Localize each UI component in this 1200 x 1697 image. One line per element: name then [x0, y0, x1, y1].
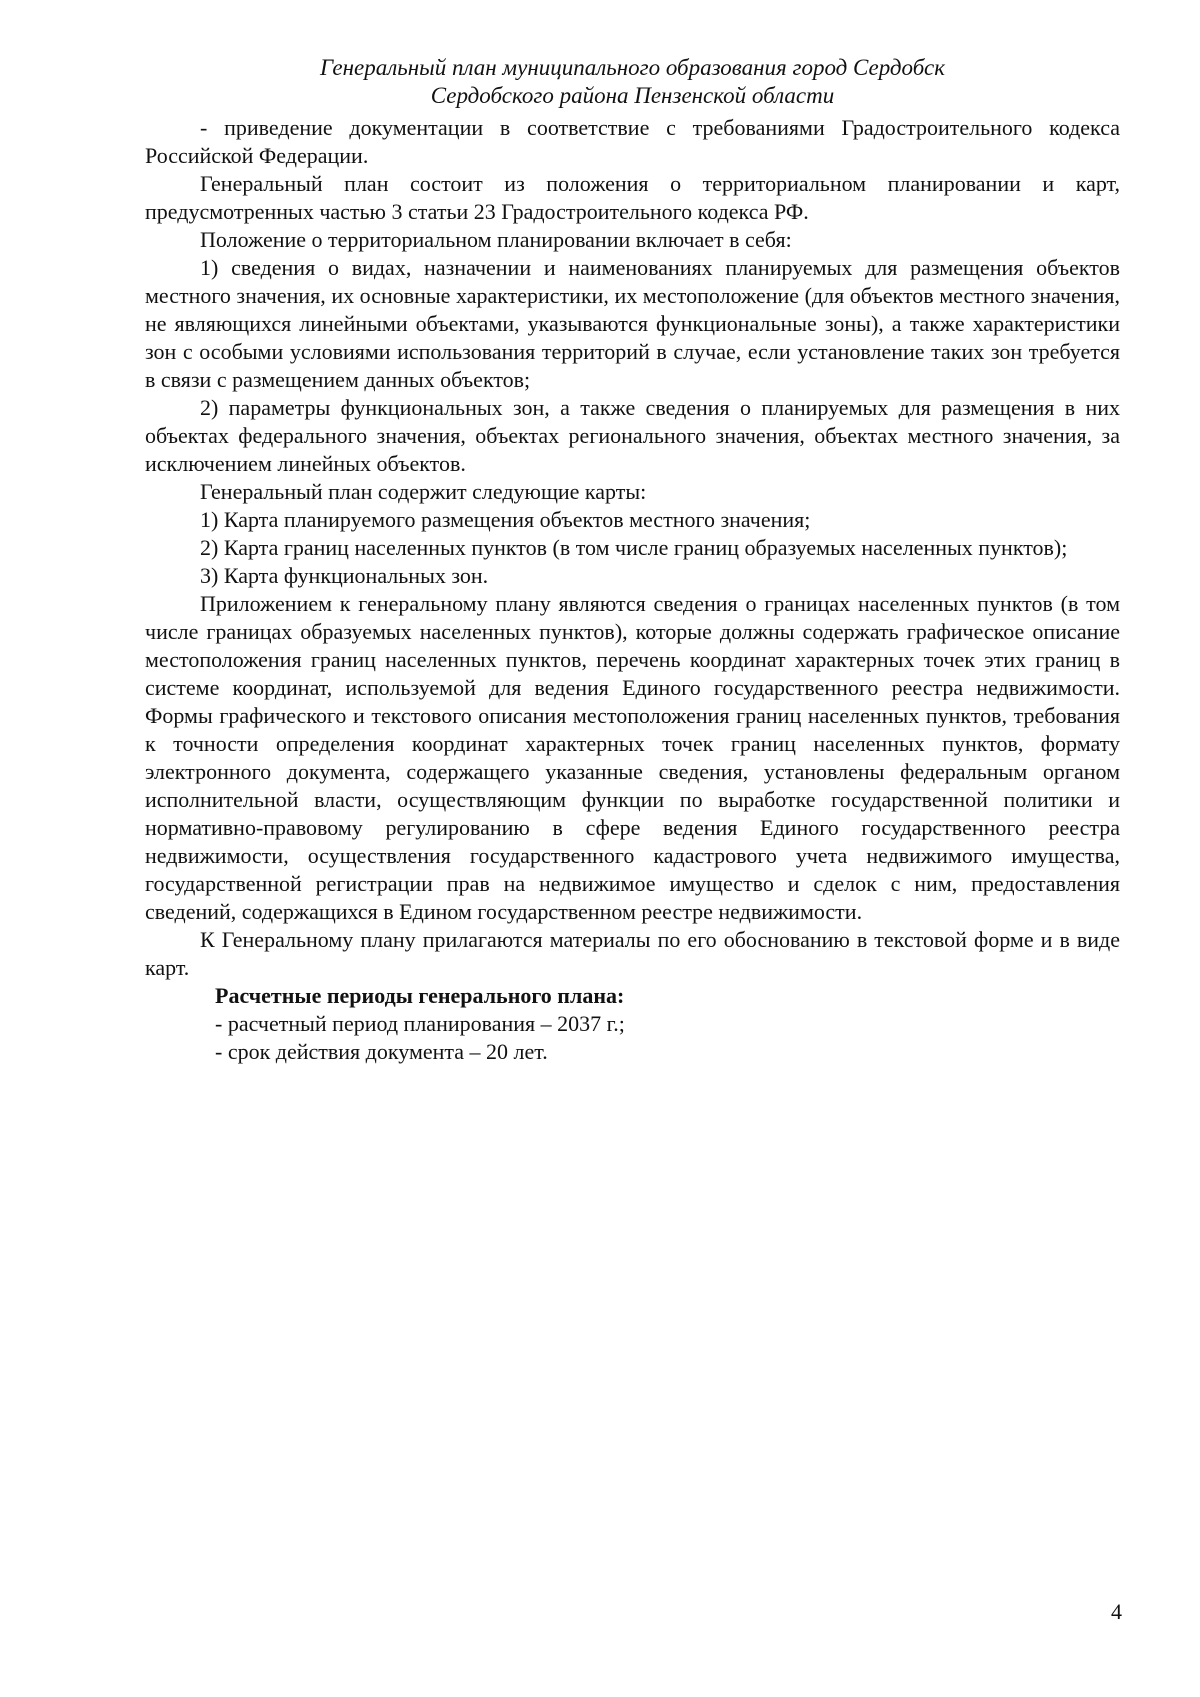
paragraph-map-item-2: 2) Карта границ населенных пунктов (в том числе границ образуемых населенных пунктов); — [200, 535, 1068, 560]
header-line-1: Генеральный план муниципального образования город Сердобск — [320, 55, 945, 80]
paragraph-maps-intro: Генеральный план содержит следующие карты: — [200, 479, 647, 504]
header-line-2: Сердобского района Пензенской области — [430, 83, 835, 108]
paragraph-map-item-1: 1) Карта планируемого размещения объектов местного значения; — [200, 507, 811, 532]
paragraph-composition: Генеральный план состоит из положения о территориальном планировании и карт, предусмотренных частью 3 статьи 23 Градостроительного кодекса РФ. — [145, 171, 1120, 224]
page-number: 4 — [1111, 1599, 1122, 1624]
paragraph-provision-item-1: 1) сведения о видах, назначении и наименованиях планируемых для размещения объектов местного значения, их основные характеристики, их местоположение (для объектов местного значения, не являющихся линейными объектами, указываются функциональные зоны), а также характеристики зон с особыми условиями использования территорий в случае, если установление таких зон требуется в связи с размещением данных объектов; — [145, 255, 1120, 392]
paragraph-map-item-3: 3) Карта функциональных зон. — [200, 563, 489, 588]
paragraph-provision-item-2: 2) параметры функциональных зон, а также сведения о планируемых для размещения в них объектах федерального значения, объектах регионального значения, объектах местного значения, за исключением линейных объектов. — [145, 395, 1120, 476]
document-header — [145, 54, 1120, 110]
period-item-validity: - срок действия документа – 20 лет. — [215, 1039, 548, 1064]
paragraph-provision-intro: Положение о территориальном планировании включает в себя: — [200, 227, 792, 252]
document-body — [145, 114, 1120, 1066]
period-item-planning: - расчетный период планирования – 2037 г.; — [215, 1011, 625, 1036]
paragraph-compliance: - приведение документации в соответствие с требованиями Градостроительного кодекса Российской Федерации. — [145, 115, 1120, 168]
paragraph-appendix: Приложением к генеральному плану являются сведения о границах населенных пунктов (в том числе границах образуемых населенных пунктов), которые должны содержать графическое описание местоположения границ населенных пунктов, перечень координат характерных точек этих границ в системе координат, используемой для ведения Единого государственного реестра недвижимости. Формы графического и текстового описания местоположения границ населенных пунктов, требования к точности определения координат характерных точек границ населенных пунктов, формату электронного документа, содержащего указанные сведения, установлены федеральным органом исполнительной власти, осуществляющим функции по выработке государственной политики и нормативно-правовому регулированию в сфере ведения Единого государственного реестра недвижимости, осуществления государственного кадастрового учета недвижимого имущества, государственной регистрации прав на недвижимое имущество и сделок с ним, предоставления сведений, содержащихся в Едином государственном реестре недвижимости. — [145, 591, 1120, 924]
paragraph-materials: К Генеральному плану прилагаются материалы по его обоснованию в текстовой форме и в виде карт. — [145, 927, 1120, 980]
periods-heading: Расчетные периоды генерального плана: — [215, 983, 625, 1008]
